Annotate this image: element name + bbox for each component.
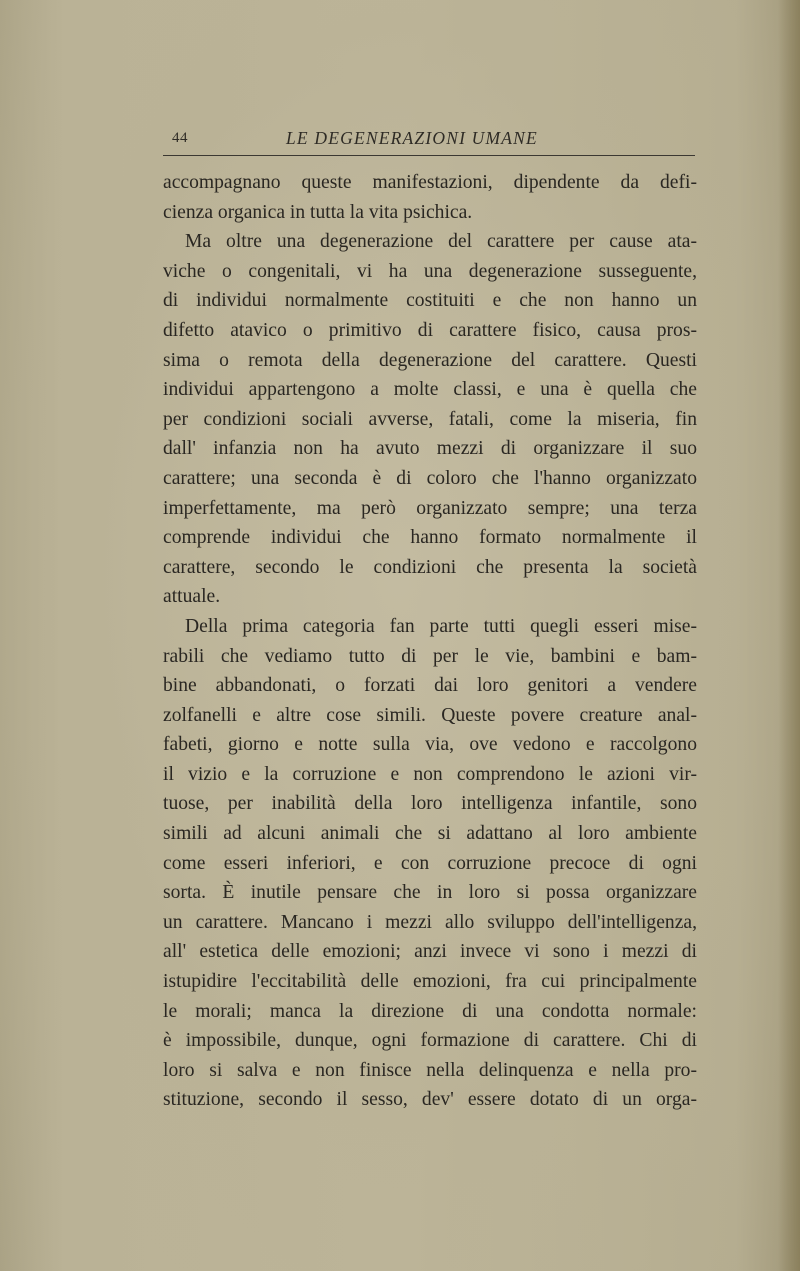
text-line: il vizio e la corruzione e non comprendono le azioni vir- (163, 763, 697, 785)
text-line: le morali; manca la direzione di una condotta normale: (163, 1000, 697, 1022)
text-line: Della prima categoria fan parte tutti quegli esseri mise- (185, 615, 697, 637)
text-line: istupidire l'eccitabilità delle emozioni, fra cui principalmente (163, 971, 697, 993)
text-line: accompagnano queste manifestazioni, dipendente da defi- (163, 172, 697, 193)
header-rule (163, 155, 695, 156)
text-line: di individui normalmente costituiti e che non hanno un (163, 290, 697, 312)
text-line: zolfanelli e altre cose simili. Queste povere creature anal- (163, 704, 697, 726)
text-line: simili ad alcuni animali che si adattano al loro ambiente (163, 823, 697, 845)
text-line: bine abbandonati, o forzati dai loro genitori a vendere (163, 675, 697, 697)
text-line: comprende individui che hanno formato normalmente il (163, 527, 697, 549)
text-line: sorta. È inutile pensare che in loro si possa organizzare (163, 882, 697, 904)
text-line: un carattere. Mancano i mezzi allo sviluppo dell'intelligenza, (163, 911, 697, 933)
text-line: all' estetica delle emozioni; anzi invece vi sono i mezzi di (163, 941, 697, 963)
text-line: difetto atavico o primitivo di carattere fisico, causa pros- (163, 319, 697, 341)
text-line: carattere, secondo le condizioni che presenta la società (163, 556, 697, 578)
page-number: 44 (172, 130, 188, 146)
page-header (160, 126, 694, 152)
text-line: Ma oltre una degenerazione del carattere per cause ata- (185, 231, 697, 253)
text-line: come esseri inferiori, e con corruzione precoce di ogni (163, 852, 697, 874)
text-line: sima o remota della degenerazione del carattere. Questi (163, 349, 697, 371)
page-edge-shadow (778, 0, 800, 1271)
text-line: stituzione, secondo il sesso, dev' essere dotato di un orga- (163, 1089, 697, 1111)
text-line: per condizioni sociali avverse, fatali, come la miseria, fin (163, 408, 697, 430)
text-line: cienza organica in tutta la vita psichica. (163, 201, 473, 223)
running-head: LE DEGENERAZIONI UMANE (286, 128, 538, 148)
text-line: fabeti, giorno e notte sulla via, ove vedono e raccolgono (163, 734, 697, 756)
text-line: è impossibile, dunque, ogni formazione di carattere. Chi di (163, 1030, 697, 1052)
text-line: individui appartengono a molte classi, e una è quella che (163, 379, 697, 401)
text-line: imperfettamente, ma però organizzato sempre; una terza (163, 497, 697, 519)
text-line: carattere; una seconda è di coloro che l'hanno organizzato (163, 467, 697, 489)
text-line: attuale. (163, 586, 221, 608)
text-line: viche o congenitali, vi ha una degenerazione susseguente, (163, 260, 697, 282)
text-line: rabili che vediamo tutto di per le vie, bambini e bam- (163, 645, 697, 667)
text-line: loro si salva e non finisce nella delinquenza e nella pro- (163, 1059, 697, 1081)
text-line: dall' infanzia non ha avuto mezzi di organizzare il suo (163, 438, 697, 460)
body-text (163, 168, 697, 1115)
text-line: tuose, per inabilità della loro intelligenza infantile, sono (163, 793, 697, 815)
